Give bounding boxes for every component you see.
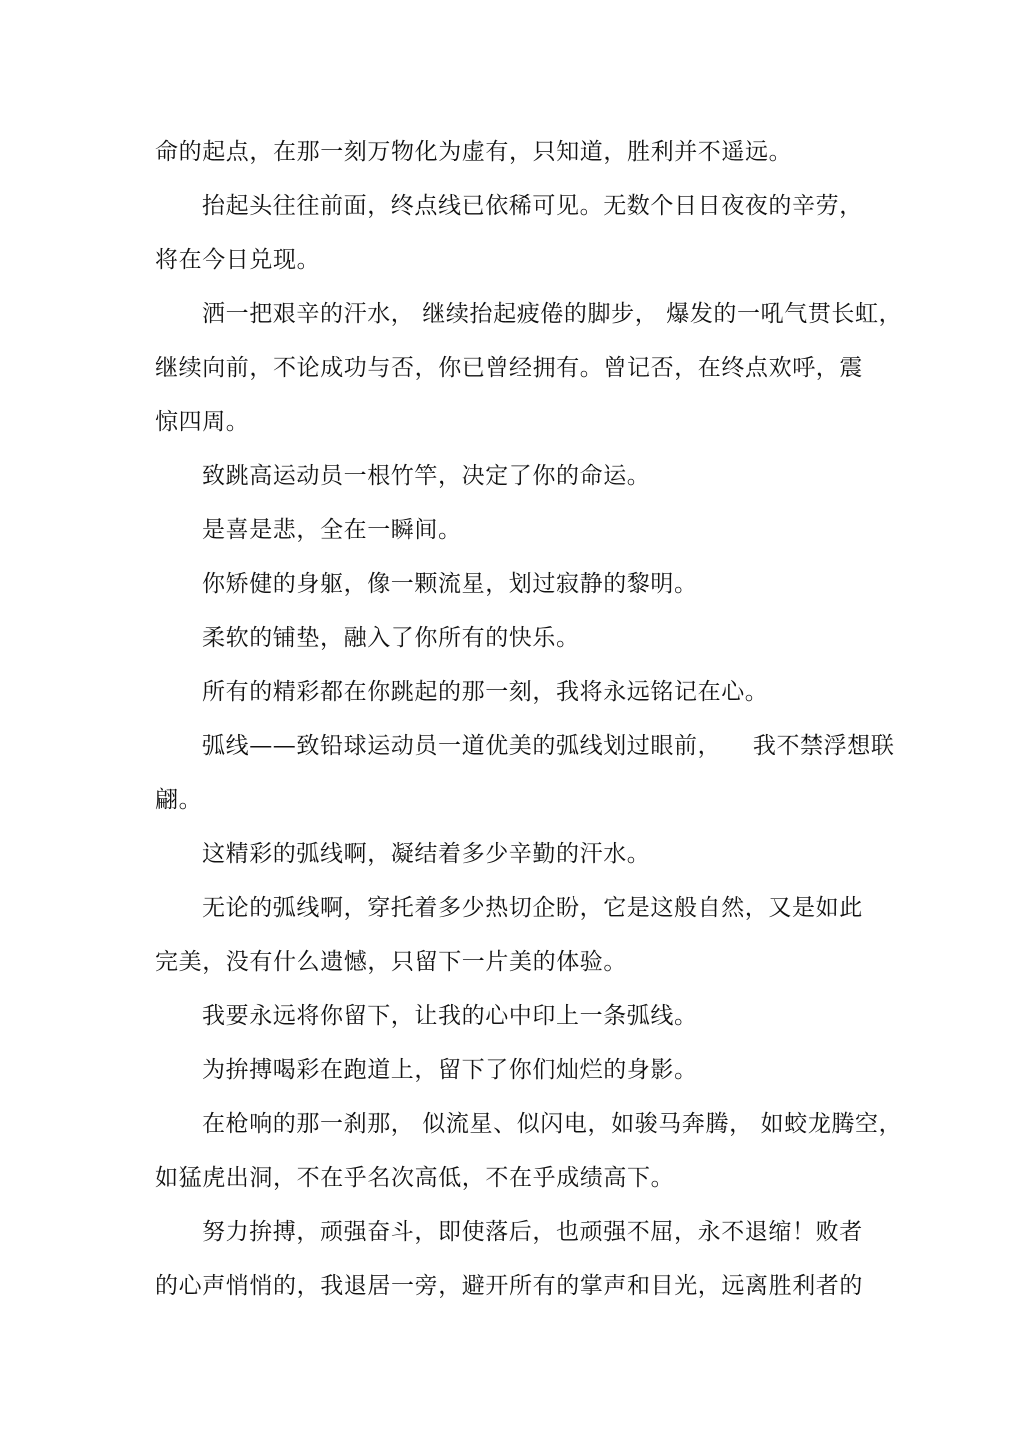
text-line: 抬起头往往前面，终点线已依稀可见。无数个日日夜夜的辛劳， xyxy=(202,193,863,219)
text-line: 的心声悄悄的，我退居一旁，避开所有的掌声和目光，远离胜利者的 xyxy=(155,1273,863,1299)
text-line: 你矫健的身躯，像一颗流星，划过寂静的黎明。 xyxy=(202,571,698,597)
text-line: 这精彩的弧线啊，凝结着多少辛勤的汗水。 xyxy=(202,841,651,867)
text-line: 洒一把艰辛的汗水， 继续抬起疲倦的脚步， 爆发的一吼气贯长虹， xyxy=(202,301,903,327)
text-line: 是喜是悲，全在一瞬间。 xyxy=(202,517,462,543)
text-line: 无论的弧线啊，穿托着多少热切企盼，它是这般自然，又是如此 xyxy=(202,895,863,921)
text-line: 将在今日兑现。 xyxy=(155,247,321,273)
text-line: 命的起点，在那一刻万物化为虚有，只知道，胜利并不遥远。 xyxy=(155,139,793,165)
text-line: 所有的精彩都在你跳起的那一刻，我将永远铭记在心。 xyxy=(202,679,769,705)
text-line: 在枪响的那一刹那， 似流星、似闪电，如骏马奔腾， 如蛟龙腾空， xyxy=(202,1111,903,1137)
text-line: 努力拚搏，顽强奋斗，即使落后，也顽强不屈，永不退缩！败者 xyxy=(202,1219,863,1245)
text-line: 弧线——致铅球运动员一道优美的弧线划过眼前， 我不禁浮想联 xyxy=(202,733,895,759)
text-line: 完美，没有什么遗憾，只留下一片美的体验。 xyxy=(155,949,627,975)
text-line: 如猛虎出洞，不在乎名次高低，不在乎成绩高下。 xyxy=(155,1165,675,1191)
text-line: 致跳高运动员一根竹竿，决定了你的命运。 xyxy=(202,463,651,489)
text-line: 柔软的铺垫，融入了你所有的快乐。 xyxy=(202,625,580,651)
text-line: 翩。 xyxy=(155,787,203,813)
text-line: 我要永远将你留下，让我的心中印上一条弧线。 xyxy=(202,1003,698,1029)
text-line: 继续向前，不论成功与否，你已曾经拥有。曾记否，在终点欢呼，震 xyxy=(155,355,863,381)
text-line: 为拚搏喝彩在跑道上，留下了你们灿烂的身影。 xyxy=(202,1057,698,1083)
text-line: 惊四周。 xyxy=(155,409,250,435)
